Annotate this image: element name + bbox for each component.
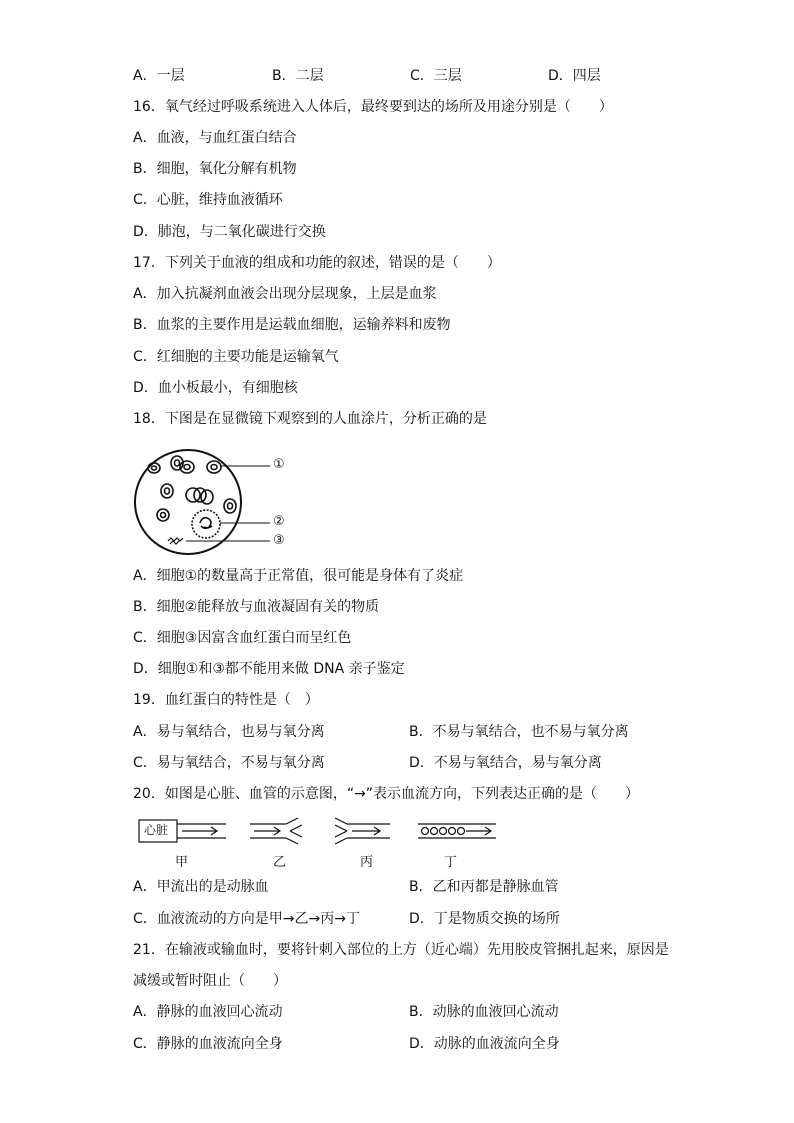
q20-option-d: D．丁是物质交换的场所 — [409, 911, 560, 927]
q21-option-c: C．静脉的血液流向全身 — [133, 1036, 283, 1052]
q21-stem-line1: 21．在输液或输血时，要将针刺入部位的上方（近心端）先用胶皮管捆扎起来，原因是 — [133, 942, 669, 958]
q16-stem: 16．氧气经过呼吸系统进入人体后，最终要到达的场所及用途分别是（ ） — [133, 99, 613, 115]
q19-option-b: B．不易与氧结合，也不易与氧分离 — [409, 724, 629, 740]
blood-smear-figure — [130, 445, 300, 560]
caption-bing: 丙 — [360, 855, 374, 870]
vessel-diagram — [138, 815, 508, 870]
q19-stem: 19．血红蛋白的特性是（ ） — [133, 692, 319, 708]
vessel-drawing — [138, 815, 508, 849]
figure-label-3: ③ — [273, 533, 285, 548]
q21-option-a: A．静脉的血液回心流动 — [133, 1004, 283, 1020]
q16-option-a: A．血液，与血红蛋白结合 — [133, 130, 297, 146]
q15-option-a: A．一层 — [133, 68, 185, 84]
q21-stem-line2: 减缓或暂时阻止（ ） — [133, 973, 287, 989]
q18-option-c: C．细胞③因富含血红蛋白而呈红色 — [133, 630, 352, 646]
caption-jia: 甲 — [175, 855, 189, 870]
q16-option-c: C．心脏，维持血液循环 — [133, 192, 283, 208]
q21-option-d: D．动脉的血液流向全身 — [409, 1036, 560, 1052]
q18-option-d: D．细胞①和③都不能用来做 DNA 亲子鉴定 — [133, 661, 405, 677]
q18-option-b: B．细胞②能释放与血液凝固有关的物质 — [133, 599, 380, 615]
q17-option-c: C．红细胞的主要功能是运输氧气 — [133, 349, 339, 365]
q20-option-a: A．甲流出的是动脉血 — [133, 879, 269, 895]
caption-yi: 乙 — [273, 855, 287, 870]
q19-option-a: A．易与氧结合，也易与氧分离 — [133, 724, 325, 740]
q18-stem: 18．下图是在显微镜下观察到的人血涂片，分析正确的是 — [133, 411, 487, 427]
q15-option-d: D．四层 — [548, 68, 601, 84]
caption-ding: 丁 — [444, 855, 458, 870]
q17-option-d: D．血小板最小，有细胞核 — [133, 380, 298, 396]
q15-option-c: C．三层 — [410, 68, 462, 84]
q21-option-b: B．动脉的血液回心流动 — [409, 1004, 559, 1020]
q19-option-d: D．不易与氧结合，易与氧分离 — [409, 755, 602, 771]
q16-option-b: B．细胞，氧化分解有机物 — [133, 161, 297, 177]
heart-label: 心脏 — [144, 823, 169, 837]
q17-option-b: B．血浆的主要作用是运载血细胞，运输养料和废物 — [133, 317, 451, 333]
figure-label-2: ② — [273, 514, 285, 529]
q15-option-b: B．二层 — [272, 68, 324, 84]
q19-option-c: C．易与氧结合，不易与氧分离 — [133, 755, 325, 771]
figure-label-1: ① — [273, 457, 285, 472]
q17-option-a: A．加入抗凝剂血液会出现分层现象，上层是血浆 — [133, 286, 437, 302]
q20-option-b: B．乙和丙都是静脉血管 — [409, 879, 559, 895]
q16-option-d: D．肺泡，与二氧化碳进行交换 — [133, 224, 326, 240]
q17-stem: 17．下列关于血液的组成和功能的叙述，错误的是（ ） — [133, 255, 501, 271]
q20-stem: 20．如图是心脏、血管的示意图，“→”表示血流方向，下列表达正确的是（ ） — [133, 786, 640, 802]
q18-option-a: A．细胞①的数量高于正常值，很可能是身体有了炎症 — [133, 568, 464, 584]
q20-option-c: C．血液流动的方向是甲→乙→丙→丁 — [133, 911, 360, 927]
